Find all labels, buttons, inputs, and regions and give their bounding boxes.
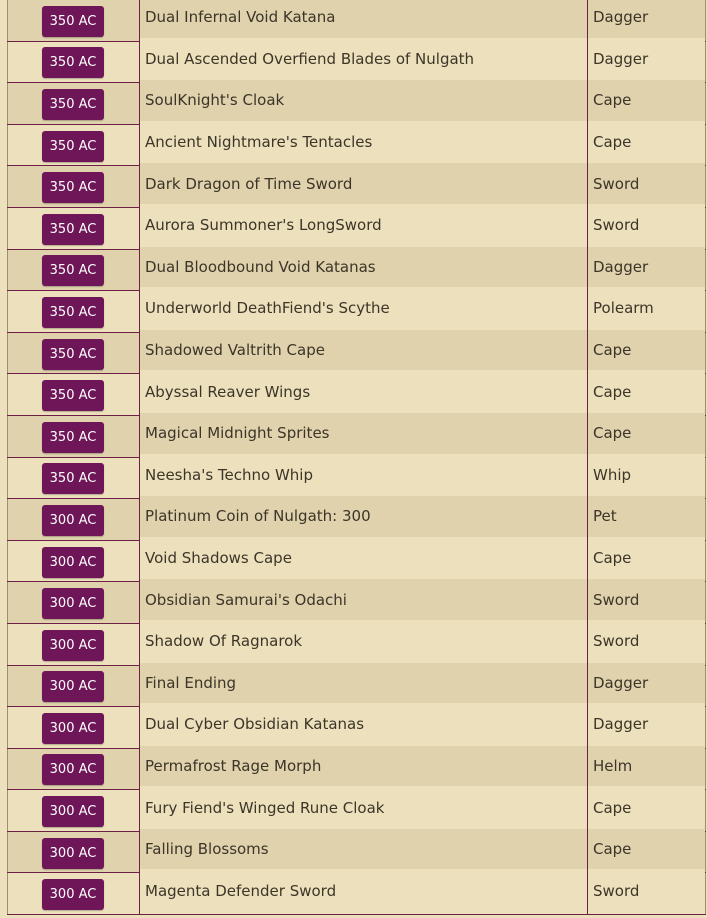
item-type: Sword [593,216,640,235]
item-type-cell [588,537,706,579]
price-cell [8,582,140,624]
ac-price-badge[interactable]: 350 AC [42,131,104,162]
ac-price-badge[interactable]: 300 AC [42,547,104,578]
ac-price-badge[interactable]: 300 AC [42,505,104,536]
item-name-cell [140,745,588,787]
item-type: Cape [593,549,632,568]
item-name-cell [140,288,588,330]
table-row [8,748,706,790]
table-row [8,790,706,832]
item-type: Cape [593,341,632,360]
item-type: Cape [593,382,632,401]
price-cell [8,748,140,790]
item-type-cell [588,371,706,413]
item-type-cell [588,870,706,912]
item-type-cell [588,412,706,454]
price-cell [8,623,140,665]
price-cell [8,166,140,208]
item-type-cell [588,121,706,163]
item-name-cell [140,204,588,246]
table-row [8,665,706,707]
item-type-cell [588,496,706,538]
item-name: Dual Infernal Void Katana [145,8,336,27]
item-type-cell [588,828,706,870]
item-type: Dagger [593,673,649,692]
price-cell [8,124,140,166]
table-row [8,415,706,457]
item-name: Aurora Summoner's LongSword [145,216,382,235]
item-type-cell [588,620,706,662]
ac-price-badge[interactable]: 350 AC [42,47,104,78]
ac-price-badge[interactable]: 350 AC [42,339,104,370]
item-type: Pet [593,507,617,526]
item-type: Dagger [593,715,649,734]
ac-price-badge[interactable]: 300 AC [42,754,104,785]
table-row [8,540,706,582]
price-cell [8,249,140,291]
item-name-cell [140,0,588,38]
item-name-cell [140,787,588,829]
item-name-cell [140,579,588,621]
price-cell [8,41,140,83]
item-name-cell [140,704,588,746]
item-name-cell [140,537,588,579]
item-name: Final Ending [145,673,237,692]
table-row [8,582,706,624]
item-name: Void Shadows Cape [145,549,292,568]
ac-price-badge[interactable]: 300 AC [42,588,104,619]
ac-price-badge[interactable]: 300 AC [42,671,104,702]
table-row [8,0,706,41]
item-type: Cape [593,133,632,152]
item-type: Cape [593,798,632,817]
item-name-cell [140,412,588,454]
item-type-cell [588,329,706,371]
ac-price-badge[interactable]: 350 AC [42,463,104,494]
item-type-cell [588,38,706,80]
item-name: Neesha's Techno Whip [145,465,313,484]
item-type-cell [588,204,706,246]
item-name: Dual Cyber Obsidian Katanas [145,715,365,734]
item-type: Whip [593,465,632,484]
ac-price-badge[interactable]: 350 AC [42,89,104,120]
item-name: SoulKnight's Cloak [145,91,285,110]
table-row [8,707,706,749]
item-name: Dual Ascended Overfiend Blades of Nulgath [145,49,475,68]
table-row [8,499,706,541]
price-cell [8,207,140,249]
items-table [7,0,706,915]
ac-price-badge[interactable]: 350 AC [42,255,104,286]
ac-price-badge[interactable]: 300 AC [42,838,104,869]
table-row [8,291,706,333]
price-cell [8,457,140,499]
item-type-cell [588,579,706,621]
table-row [8,249,706,291]
price-cell [8,831,140,873]
item-name-cell [140,163,588,205]
item-name: Shadowed Valtrith Cape [145,341,325,360]
table-row [8,41,706,83]
item-type-cell [588,163,706,205]
price-cell [8,0,140,41]
table-row [8,124,706,166]
item-name-cell [140,371,588,413]
item-type-cell [588,787,706,829]
price-cell [8,707,140,749]
item-name-cell [140,121,588,163]
item-type-cell [588,745,706,787]
item-type-cell [588,0,706,38]
ac-price-badge[interactable]: 350 AC [42,214,104,245]
item-type: Sword [593,881,640,900]
item-name: Magical Midnight Sprites [145,424,330,443]
item-type: Cape [593,424,632,443]
ac-price-badge[interactable]: 350 AC [42,422,104,453]
item-name-cell [140,828,588,870]
table-row [8,332,706,374]
ac-price-badge[interactable]: 300 AC [42,713,104,744]
ac-price-badge[interactable]: 350 AC [42,297,104,328]
price-cell [8,374,140,416]
item-type: Dagger [593,257,649,276]
item-name: Fury Fiend's Winged Rune Cloak [145,798,385,817]
item-type: Sword [593,174,640,193]
item-name-cell [140,454,588,496]
item-name-cell [140,246,588,288]
price-cell [8,540,140,582]
item-type: Polearm [593,299,654,318]
item-type: Cape [593,840,632,859]
item-name-cell [140,80,588,122]
item-type-cell [588,662,706,704]
table-row [8,831,706,873]
item-type: Cape [593,91,632,110]
item-type: Sword [593,590,640,609]
price-cell [8,790,140,832]
item-name: Magenta Defender Sword [145,881,337,900]
item-name: Platinum Coin of Nulgath: 300 [145,507,371,526]
ac-price-badge[interactable]: 300 AC [42,630,104,661]
table-row [8,873,706,915]
table-row [8,374,706,416]
table-row [8,623,706,665]
item-type: Helm [593,756,633,775]
item-type-cell [588,288,706,330]
item-name-cell [140,662,588,704]
item-name-cell [140,620,588,662]
item-name: Dual Bloodbound Void Katanas [145,257,376,276]
item-type: Dagger [593,8,649,27]
item-type-cell [588,80,706,122]
item-name: Dark Dragon of Time Sword [145,174,353,193]
item-type: Dagger [593,49,649,68]
table-row [8,457,706,499]
price-cell [8,332,140,374]
item-name: Falling Blossoms [145,840,269,859]
item-name: Abyssal Reaver Wings [145,382,311,401]
items-table-body [8,0,706,915]
item-name: Shadow Of Ragnarok [145,632,303,651]
item-name-cell [140,329,588,371]
item-type-cell [588,454,706,496]
ac-price-badge[interactable]: 350 AC [42,172,104,203]
table-row [8,83,706,125]
item-name: Underworld DeathFiend's Scythe [145,299,390,318]
price-cell [8,665,140,707]
price-cell [8,873,140,915]
item-name-cell [140,870,588,912]
item-type: Sword [593,632,640,651]
item-name-cell [140,38,588,80]
ac-price-badge[interactable]: 350 AC [42,380,104,411]
item-name: Obsidian Samurai's Odachi [145,590,347,609]
ac-price-badge[interactable]: 300 AC [42,796,104,827]
item-name: Permafrost Rage Morph [145,756,322,775]
item-type-cell [588,704,706,746]
item-name-cell [140,496,588,538]
ac-price-badge[interactable]: 350 AC [42,6,104,37]
price-cell [8,83,140,125]
price-cell [8,415,140,457]
item-type-cell [588,246,706,288]
table-row [8,166,706,208]
price-cell [8,291,140,333]
table-row [8,207,706,249]
item-name: Ancient Nightmare's Tentacles [145,133,373,152]
price-cell [8,499,140,541]
ac-price-badge[interactable]: 300 AC [42,879,104,910]
